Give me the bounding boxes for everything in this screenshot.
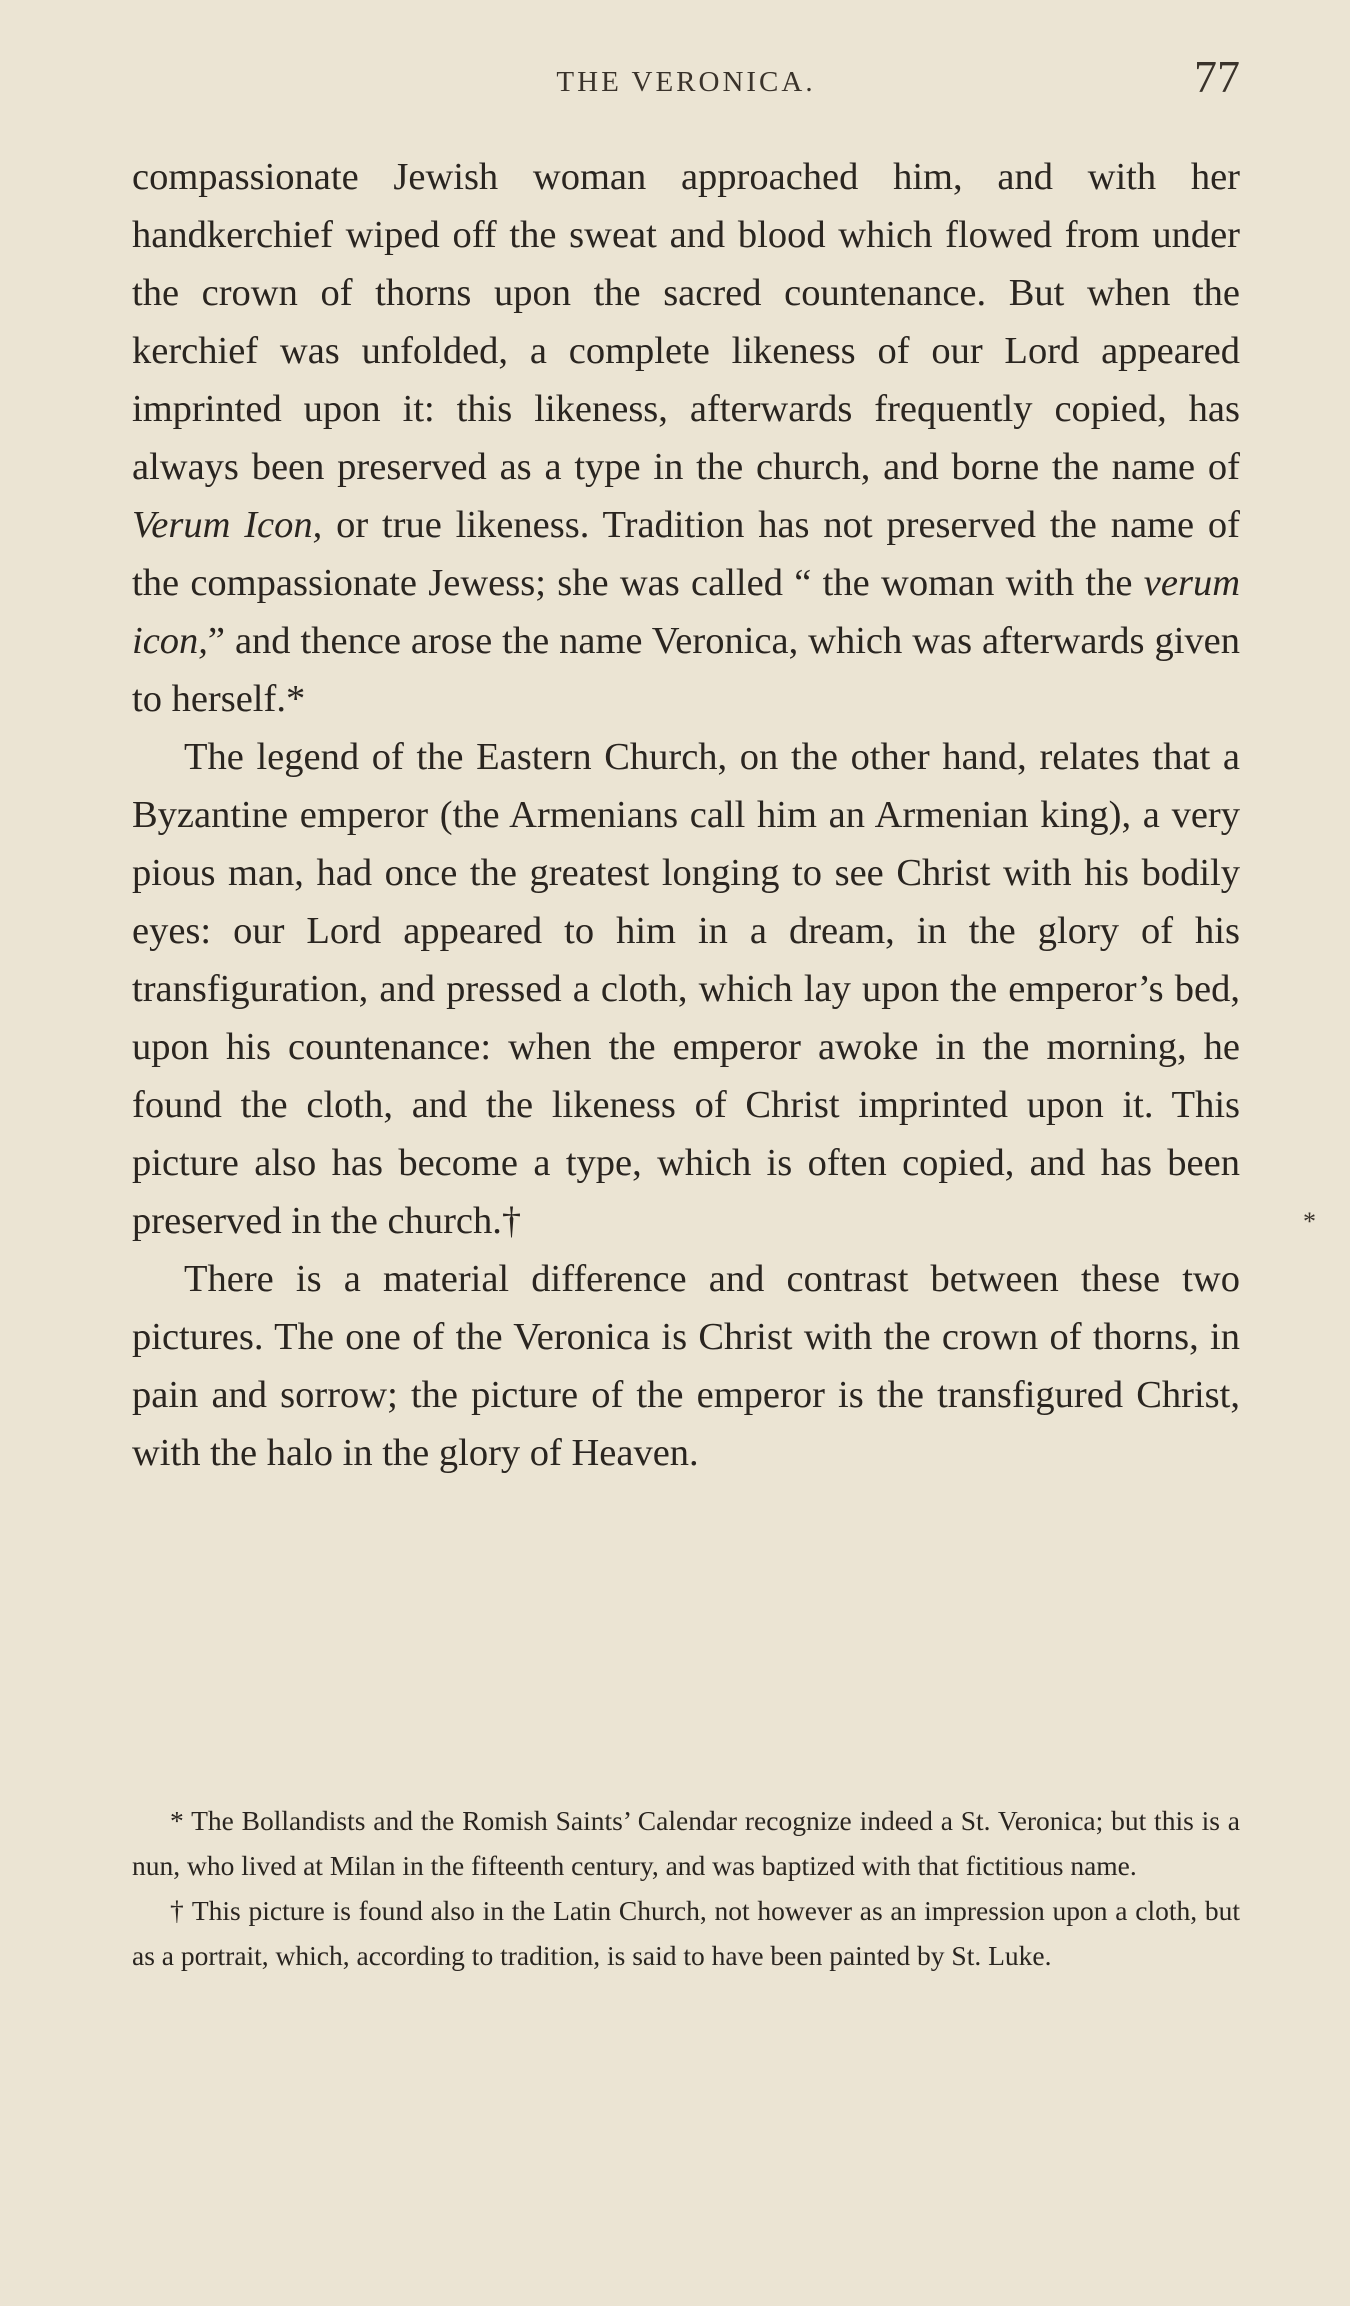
text-run: ” and thence arose the name Veronica, which was afterwards given to herself.* <box>132 620 1240 720</box>
page-number: 77 <box>1194 51 1240 102</box>
paragraph-veronica-legend <box>132 148 1240 728</box>
italic-term: verum icon, <box>132 562 1240 662</box>
footnote-dagger: † This picture is found also in the Latin Church, not however as an impression upon a cloth, but as a portrait, which, according to tradition, is said to have been painted by St. Luke. <box>132 1895 1240 1971</box>
page-header <box>132 48 1240 108</box>
text-run: compassionate Jewish woman approached him, and with her handkerchief wiped off the sweat and blood which flowed from under the crown of thorns upon the sacred countenance. But when the kerchief was unfolded, a complete likeness of our Lord appeared imprinted upon it: this likeness, afterwards frequently copied, has always been preserved as a type in the church, and borne the name of <box>132 156 1240 488</box>
text-run: or true likeness. Tradition has not preserved the name of the compassionate Jewess; she was called “ the woman with the <box>132 504 1240 604</box>
paragraph-contrast: There is a material difference and contrast between these two pictures. The one of the Veronica is Christ with the crown of thorns, in pain and sorrow; the picture of the emperor is the transfigured Christ, with the halo in the glory of Heaven. <box>132 1258 1240 1474</box>
running-title: THE VERONICA. <box>556 66 816 98</box>
body-text <box>132 148 1240 1482</box>
footnote-asterisk: * The Bollandists and the Romish Saints’ Calendar recognize indeed a St. Veronica; but this is a nun, who lived at Milan in the fifteenth century, and was baptized with that fictitious name. <box>132 1805 1240 1881</box>
italic-term: Verum Icon, <box>132 504 323 546</box>
margin-mark: * <box>1303 1207 1316 1236</box>
paragraph-eastern-legend: The legend of the Eastern Church, on the other hand, relates that a Byzantine emperor (the Armenians call him an Armenian king), a very pious man, had once the greatest longing to see Christ with his bodily eyes: our Lord appeared to him in a dream, in the glory of his transfiguration, and pressed a cloth, which lay upon the emperor’s bed, upon his countenance: when the emperor awoke in the morning, he found the cloth, and the likeness of Christ imprinted upon it. This picture also has become a type, which is often copied, and has been preserved in the church.† <box>132 736 1240 1242</box>
footnotes <box>132 1798 1240 1978</box>
